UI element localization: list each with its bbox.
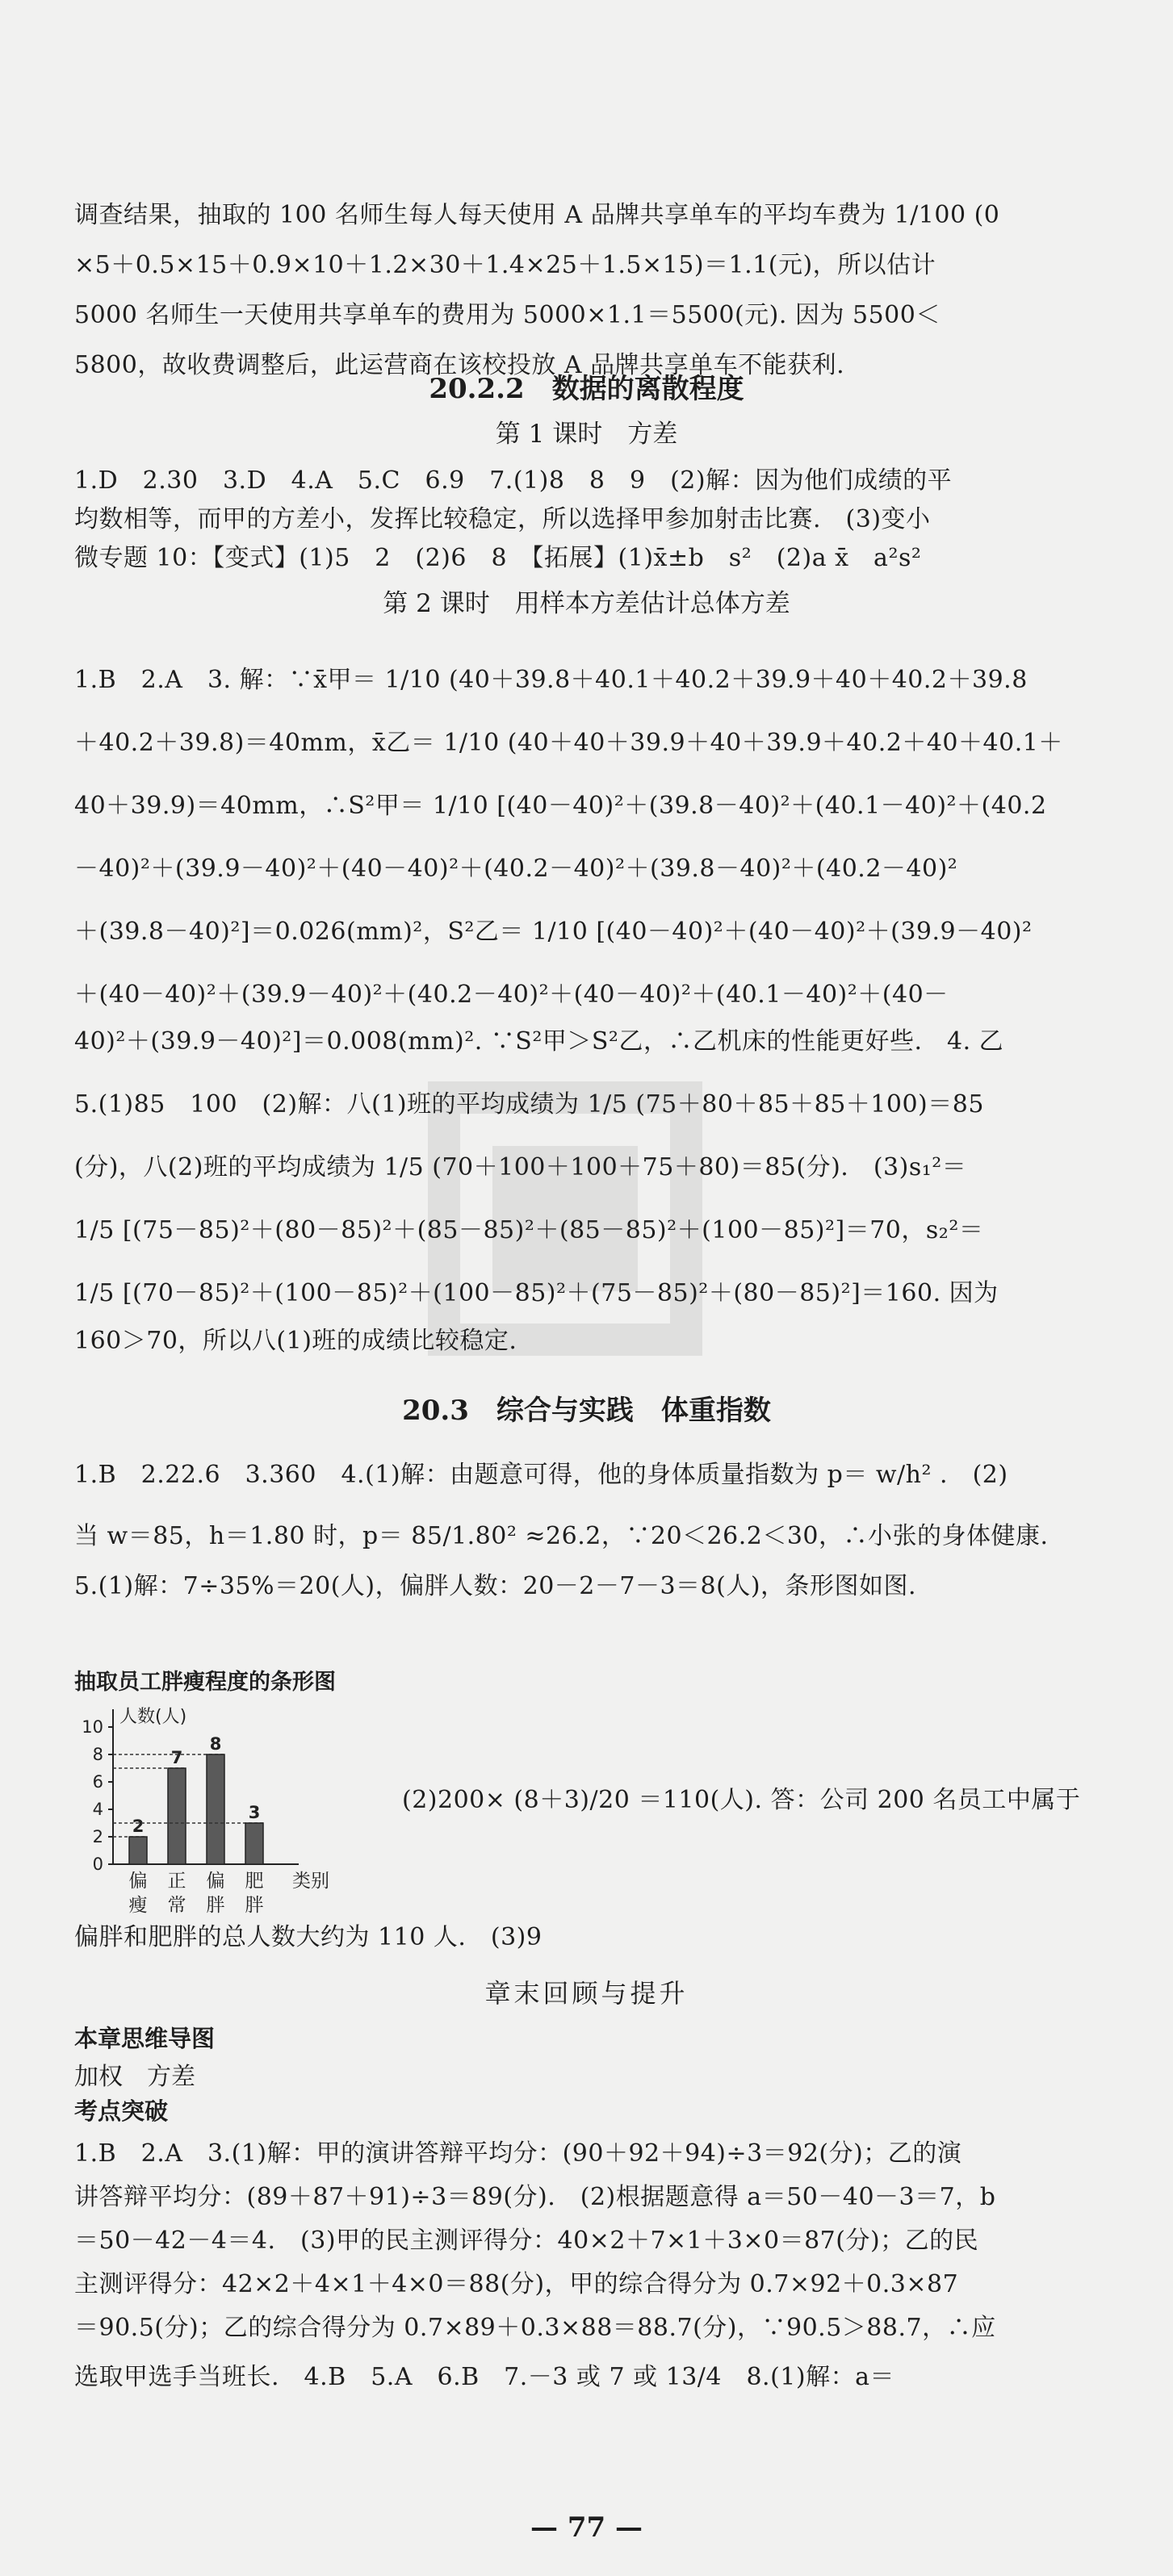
text-line: 当 w＝85，h＝1.80 时，p＝ 85/1.80² ≈26.2，∵20＜26.2＜30，∴小张的身体健康.: [74, 1522, 1049, 1550]
text-line: ＋40.2＋39.8)＝40mm，x̄乙＝ 1/10 (40＋40＋39.9＋40＋39.9＋40.2＋40＋40.1＋: [74, 729, 1063, 757]
text-line: ×5＋0.5×15＋0.9×10＋1.2×30＋1.4×25＋1.5×15)＝1.1(元)，所以估计: [74, 251, 936, 279]
text-line: 偏胖和肥胖的总人数大约为 110 人. (3)9: [74, 1923, 543, 1951]
section-heading: 20.2.2 数据的离散程度: [429, 373, 744, 405]
key-points-label: 考点突破: [74, 2097, 169, 2125]
text-line: (分)，八(2)班的平均成绩为 1/5 (70＋100＋100＋75＋80)＝85(分). (3)s₁²＝: [74, 1153, 967, 1181]
text-line: ＝50－42－4＝4. (3)甲的民主测评得分：40×2＋7×1＋3×0＝87(分)；乙的民: [74, 2227, 979, 2255]
text-line: 微专题 10：【变式】(1)5 2 (2)6 8 【拓展】(1)x̄±b s² (2)a x̄ a²s²: [74, 544, 922, 572]
text-line: 1/5 [(70－85)²＋(100－85)²＋(100－85)²＋(75－85)²＋(80－85)²]＝160. 因为: [74, 1279, 999, 1307]
bar-肥胖: [245, 1823, 263, 1864]
text-line: 均数相等，而甲的方差小，发挥比较稳定，所以选择甲参加射击比赛. (3)变小: [74, 505, 931, 533]
text-line: 讲答辩平均分：(89＋87＋91)÷3＝89(分). (2)根据题意得 a＝50－40－3＝7，b: [74, 2183, 996, 2211]
x-tick-label: 常: [167, 1895, 186, 1916]
x-tick-label: 瘦: [128, 1895, 148, 1916]
text-line: 160＞70，所以八(1)班的成绩比较稳定.: [74, 1327, 517, 1355]
mindmap-label: 本章思维导图: [74, 2025, 216, 2052]
text-line: ＋(40－40)²＋(39.9－40)²＋(40.2－40)²＋(40－40)²＋(40.1－40)²＋(40－: [74, 981, 949, 1009]
text-line: 调查结果，抽取的 100 名师生每人每天使用 A 品牌共享单车的平均车费为 1/100 (0: [74, 201, 1000, 229]
chart-follow-text: [74, 1921, 1083, 1955]
y-tick-label: 0: [92, 1855, 103, 1874]
chart-side-text: [402, 1784, 1080, 1817]
y-tick-label: 6: [92, 1772, 103, 1792]
text-line: ＝90.5(分)；乙的综合得分为 0.7×89＋0.3×88＝88.7(分)，∵90.5＞88.7，∴应: [74, 2314, 996, 2342]
lesson-heading: 第 2 课时 用样本方差估计总体方差: [383, 589, 790, 618]
y-tick-label: 2: [92, 1827, 103, 1846]
text-line: 1.B 2.A 3.(1)解：甲的演讲答辩平均分：(90＋92＋94)÷3＝92(分)；乙的演: [74, 2139, 962, 2168]
text-line: 40＋39.9)＝40mm，∴S²甲＝ 1/10 [(40－40)²＋(39.8－40)²＋(40.1－40)²＋(40.2: [74, 792, 1047, 820]
y-tick-label: 8: [92, 1745, 103, 1764]
text-line: 1.B 2.22.6 3.360 4.(1)解：由题意可得，他的身体质量指数为 p＝ w/h² . (2): [74, 1461, 1008, 1489]
lesson1-answers: [74, 462, 1083, 578]
text-line: 5.(1)85 100 (2)解：八(1)班的平均成绩为 1/5 (75＋80＋85＋85＋100)＝85: [74, 1090, 984, 1119]
chart-title: 抽取员工胖瘦程度的条形图: [74, 1670, 336, 1695]
bar-value-label: 8: [209, 1734, 222, 1754]
section-20-3-answers: [74, 1445, 1083, 1606]
x-tick-label: 偏: [128, 1871, 148, 1892]
text-line: 5800，故收费调整后，此运营商在该校投放 A 品牌共享单车不能获利.: [74, 351, 845, 379]
text-line: 选取甲选手当班长. 4.B 5.A 6.B 7.－3 或 7 或 13/4 8.(1)解：a＝: [74, 2363, 894, 2391]
text-line: －40)²＋(39.9－40)²＋(40－40)²＋(40.2－40)²＋(39.8－40)²＋(40.2－40)²: [74, 855, 958, 883]
text-line: 5000 名师生一天使用共享单车的费用为 5000×1.1＝5500(元). 因为 5500＜: [74, 301, 940, 329]
bar-偏胖: [207, 1754, 224, 1864]
lesson2-answers-cont: [74, 1010, 1083, 1357]
top-paragraph: [74, 190, 1083, 391]
bar-偏瘦: [129, 1837, 147, 1864]
text-line: 1.D 2.30 3.D 4.A 5.C 6.9 7.(1)8 8 9 (2)解：因为他们成绩的平: [74, 466, 953, 495]
text-line: 1.B 2.A 3. 解：∵x̄甲＝ 1/10 (40＋39.8＋40.1＋40.2＋39.9＋40＋40.2＋39.8: [74, 666, 1028, 694]
bar-value-label: 7: [170, 1748, 183, 1767]
text-line: 主测评得分：42×2＋4×1＋4×0＝88(分)，甲的综合得分为 0.7×92＋0.3×87: [74, 2270, 959, 2298]
page-number: — 77 —: [530, 2511, 643, 2544]
mindmap-text: 加权 方差: [74, 2063, 195, 2091]
chapter-heading: 章末回顾与提升: [484, 1978, 689, 2009]
x-tick-label: 偏: [206, 1871, 225, 1892]
x-axis-label: 类别: [292, 1871, 329, 1892]
key-points-answers: [74, 2132, 1083, 2405]
bar-chart: [57, 1703, 396, 1921]
text-line: (2)200× (8＋3)/20 ＝110(人). 答：公司 200 名员工中属于: [402, 1786, 1081, 1814]
text-line: ＋(39.8－40)²]＝0.026(mm)²，S²乙＝ 1/10 [(40－40)²＋(40－40)²＋(39.9－40)²: [74, 918, 1033, 946]
bar-value-label: 2: [132, 1817, 145, 1836]
x-tick-label: 胖: [206, 1895, 225, 1916]
y-tick-label: 10: [82, 1717, 103, 1737]
text-line: 5.(1)解：7÷35%＝20(人)，偏胖人数：20－2－7－3＝8(人)，条形图如图.: [74, 1572, 917, 1600]
text-line: 1/5 [(75－85)²＋(80－85)²＋(85－85)²＋(85－85)²＋(100－85)²]＝70，s₂²＝: [74, 1216, 984, 1244]
y-tick-label: 4: [92, 1800, 103, 1819]
x-tick-label: 正: [167, 1871, 186, 1892]
y-axis-label: 人数(人): [119, 1707, 187, 1727]
section-heading: 20.3 综合与实践 体重指数: [402, 1395, 771, 1427]
x-tick-label: 肥: [245, 1871, 264, 1892]
bar-正常: [168, 1768, 186, 1864]
bar-value-label: 3: [248, 1803, 261, 1822]
lesson-heading: 第 1 课时 方差: [495, 420, 678, 449]
x-tick-label: 胖: [245, 1895, 264, 1916]
lesson2-answers: [74, 649, 1083, 1027]
text-line: 40)²＋(39.9－40)²]＝0.008(mm)². ∵S²甲＞S²乙，∴乙机床的性能更好些. 4. 乙: [74, 1027, 1004, 1056]
